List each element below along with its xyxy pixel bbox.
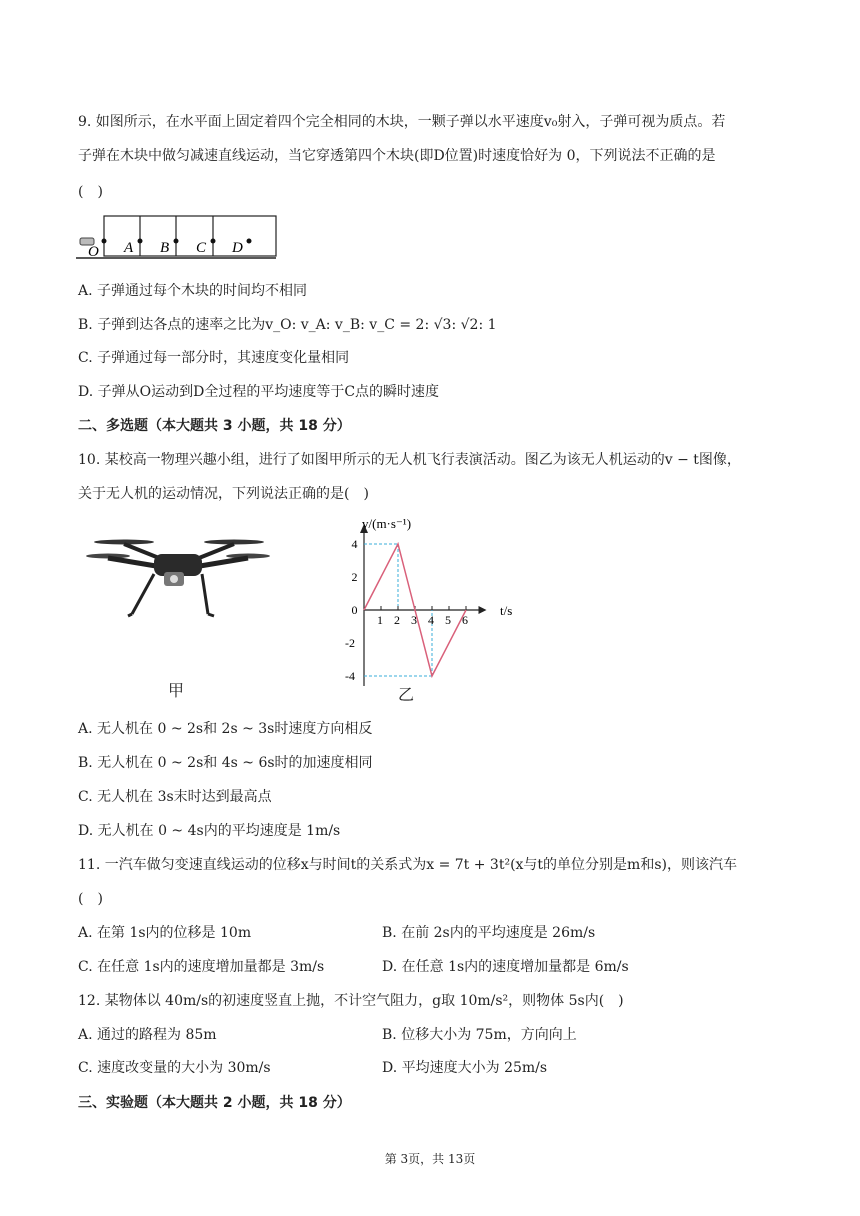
q12-stem-line1: 12. 某物体以 40m/s的初速度竖直上抛，不计空气阻力，g取 10m/s²，则物体 5s内( )	[78, 993, 624, 1009]
q9-blocks-figure	[76, 212, 286, 264]
x-tick-label: 4	[428, 613, 434, 627]
q10-option-b: B. 无人机在 0 ~ 2s和 4s ~ 6s时的加速度相同	[78, 755, 373, 771]
vt-graph	[330, 510, 540, 700]
q12-option-a: A. 通过的路程为 85m	[78, 1027, 217, 1043]
q11-stem-line1: 11. 一汽车做匀变速直线运动的位移x与时间t的关系式为x = 7t + 3t²(x与t的单位分别是m和s)，则该汽车	[78, 857, 737, 873]
x-tick-label: 6	[462, 613, 468, 627]
page-footer: 第 3页，共 13页	[384, 1152, 476, 1166]
q12-option-d: D. 平均速度大小为 25m/s	[382, 1060, 548, 1076]
point-label-c: C	[196, 240, 207, 256]
chart-ylabel: v/(m·s⁻¹)	[362, 516, 412, 531]
q11-paren: ( )	[78, 891, 103, 907]
y-tick-label: 4	[351, 537, 358, 551]
q9-option-a: A. 子弹通过每个木块的时间均不相同	[78, 283, 308, 299]
q10-stem-line2: 关于无人机的运动情况，下列说法正确的是( )	[78, 486, 369, 502]
q10-option-a: A. 无人机在 0 ~ 2s和 2s ~ 3s时速度方向相反	[78, 721, 373, 737]
q12-option-c: C. 速度改变量的大小为 30m/s	[78, 1060, 271, 1076]
y-tick-label: -4	[345, 669, 355, 683]
q10-option-c: C. 无人机在 3s末时达到最高点	[78, 789, 272, 805]
q11-option-b: B. 在前 2s内的平均速度是 26m/s	[382, 925, 596, 941]
q9-paren: ( )	[78, 184, 103, 200]
q11-option-c: C. 在任意 1s内的速度增加量都是 3m/s	[78, 959, 325, 975]
drone-illustration	[86, 530, 270, 630]
x-tick-label: 5	[445, 613, 451, 627]
q9-stem-line2: 子弹在木块中做匀减速直线运动，当它穿透第四个木块(即D位置)时速度恰好为 0，下列说法不正确的是	[78, 148, 716, 164]
x-tick-label: 3	[411, 613, 417, 627]
point-label-d: D	[232, 240, 243, 256]
q9-option-c: C. 子弹通过每一部分时，其速度变化量相同	[78, 350, 350, 366]
q9-option-b: B. 子弹到达各点的速率之比为v_O: v_A: v_B: v_C = 2: √3: √2: 1	[78, 317, 497, 333]
figure-a-caption: 甲	[168, 681, 185, 700]
point-label-b: B	[160, 240, 170, 256]
y-tick-label: -2	[345, 636, 355, 650]
q11-option-a: A. 在第 1s内的位移是 10m	[78, 925, 252, 941]
section-experiment-heading: 三、实验题（本大题共 2 小题，共 18 分）	[78, 1095, 351, 1111]
chart-xlabel: t/s	[500, 603, 513, 618]
q10-stem-line1: 10. 某校高一物理兴趣小组，进行了如图甲所示的无人机飞行表演活动。图乙为该无人机运动的v − t图像，	[78, 452, 741, 468]
q11-option-d: D. 在任意 1s内的速度增加量都是 6m/s	[382, 959, 629, 975]
y-tick-label: 2	[351, 570, 358, 584]
q10-option-d: D. 无人机在 0 ~ 4s内的平均速度是 1m/s	[78, 823, 341, 839]
q9-option-d: D. 子弹从O运动到D全过程的平均速度等于C点的瞬时速度	[78, 384, 440, 400]
point-label-a: A	[124, 240, 134, 256]
x-tick-label: 2	[394, 613, 400, 627]
section-multi-choice-heading: 二、多选题（本大题共 3 小题，共 18 分）	[78, 418, 351, 434]
y-tick-label: 0	[351, 603, 358, 617]
x-tick-label: 1	[377, 613, 383, 627]
x-axis-arrow	[479, 606, 487, 614]
figure-b-caption: 乙	[398, 685, 415, 704]
q9-stem-line1: 9. 如图所示，在水平面上固定着四个完全相同的木块，一颗子弹以水平速度v₀射入，子弹可视为质点。若	[78, 114, 726, 130]
q12-option-b: B. 位移大小为 75m，方向向上	[382, 1027, 577, 1043]
point-label-o: O	[88, 244, 99, 260]
